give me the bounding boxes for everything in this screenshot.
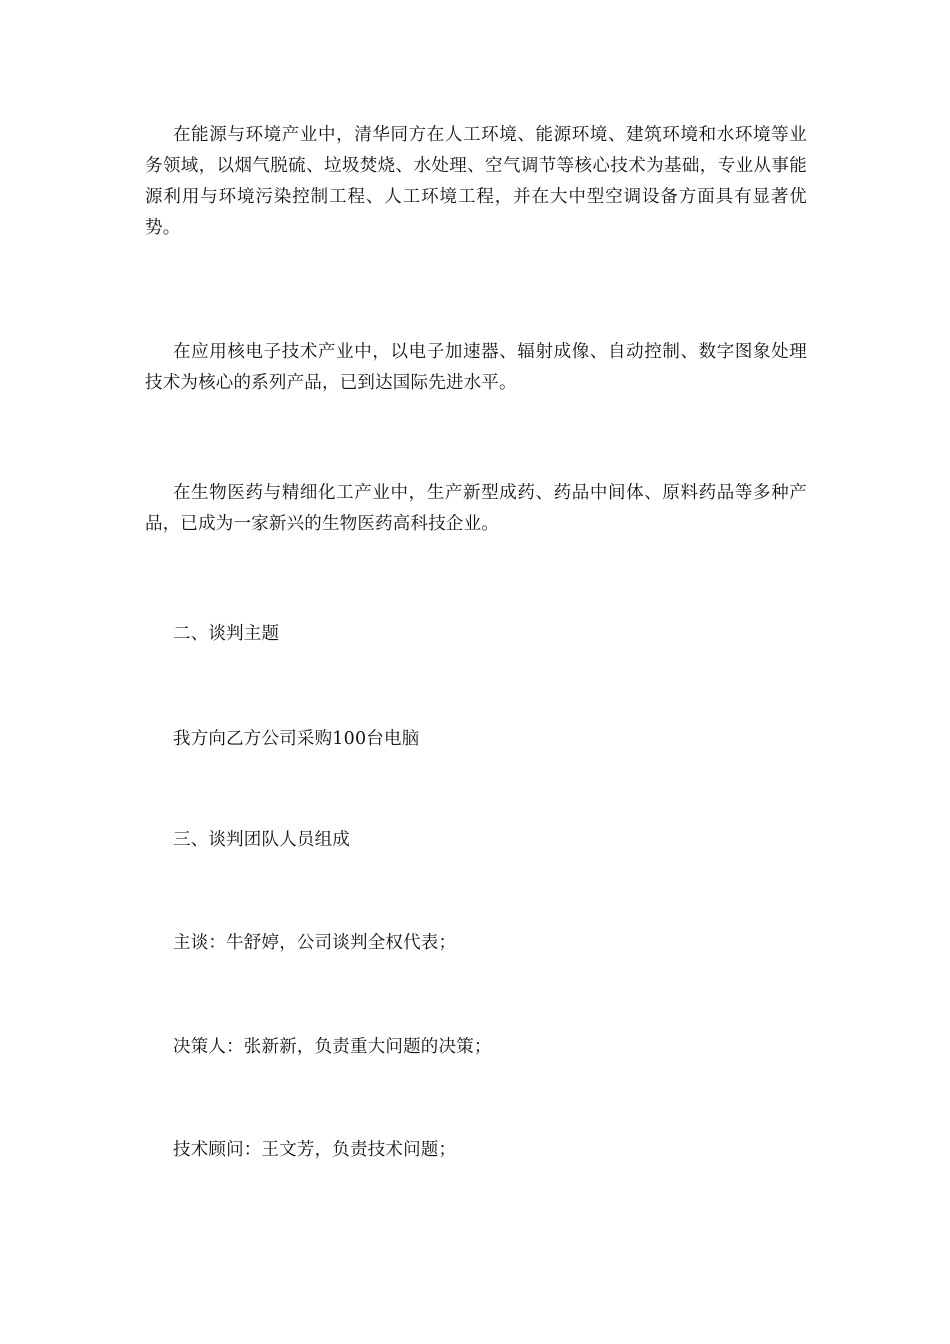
- paragraph-energy-environment: 在能源与环境产业中，清华同方在人工环境、能源环境、建筑环境和水环境等业务领域，以烟气脱硫、垃圾焚烧、水处理、空气调节等核心技术为基础，专业从事能源利用与环境污染控制工程、人工环境工程，并在大中型空调设备方面具有显著优势。: [145, 125, 807, 238]
- section-heading-team-members: 三、谈判团队人员组成: [173, 830, 350, 850]
- team-member-chief-negotiator: 主谈：牛舒婷，公司谈判全权代表；: [173, 933, 457, 953]
- paragraph-biomedicine: 在生物医药与精细化工产业中，生产新型成药、药品中间体、原料药品等多种产品，已成为一家新兴的生物医药高科技企业。: [145, 483, 807, 534]
- section-heading-negotiation-topic: 二、谈判主题: [173, 624, 280, 644]
- paragraph-nuclear-electronics: 在应用核电子技术产业中，以电子加速器、辐射成像、自动控制、数字图象处理技术为核心的系列产品，已到达国际先进水平。: [145, 342, 807, 393]
- team-member-decision-maker: 决策人：张新新，负责重大问题的决策；: [173, 1037, 492, 1057]
- negotiation-topic-text: 我方向乙方公司采购100台电脑: [173, 729, 420, 749]
- team-member-technical-advisor: 技术顾问：王文芳，负责技术问题；: [173, 1140, 457, 1160]
